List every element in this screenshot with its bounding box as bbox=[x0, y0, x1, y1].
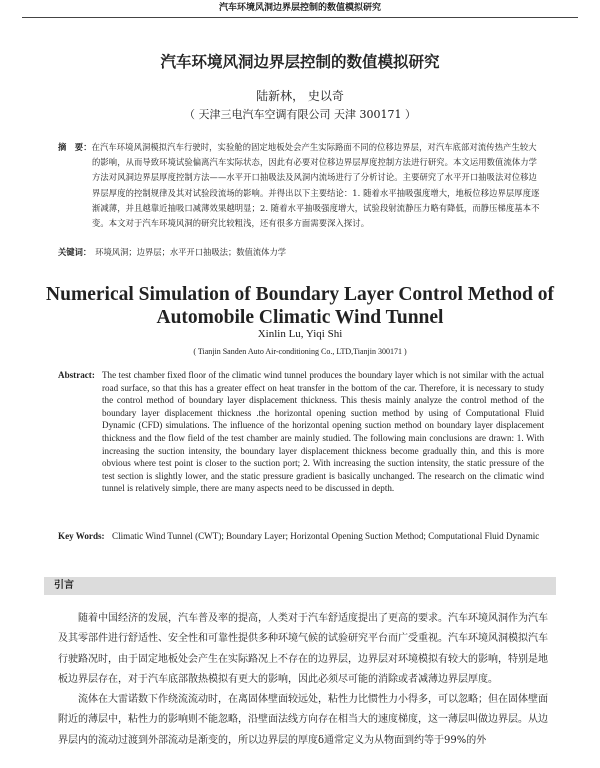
english-keywords-text: Climatic Wind Tunnel (CWT); Boundary Layer; Horizontal Opening Suction Method; Computational Fluid Dynamic bbox=[112, 531, 540, 541]
body-paragraph-1: 随着中国经济的发展，汽车普及率的提高，人类对于汽车舒适度提出了更高的要求。汽车环境风洞作为汽车及其零部件进行舒适性、安全性和可靠性提供多种环境气候的试验研究平台而广受重视。汽车环境风洞模拟汽车行驶路况时，由于固定地板处会产生在实际路况上不存在的边界层，边界层对环境模拟有较大的影响，特别是地板边界层存在，对于汽车底部散热模拟有更大的影响，因此必须尽可能的消除或者减薄边界层厚度。 bbox=[58, 613, 548, 685]
chinese-affiliation: （ 天津三电汽车空调有限公司 天津 300171 ） bbox=[184, 108, 416, 121]
english-keywords bbox=[58, 530, 544, 543]
section-heading: 引言 bbox=[54, 580, 74, 591]
chinese-authors: 陆新林， 史以奇 bbox=[256, 89, 344, 103]
chinese-keywords-label: 关键词： bbox=[58, 247, 92, 257]
section-heading-bar bbox=[44, 577, 556, 595]
chinese-title: 汽车环境风洞边界层控制的数值模拟研究 bbox=[160, 53, 440, 71]
body-text bbox=[58, 609, 548, 751]
body-paragraph-2: 流体在大雷诺数下作绕流流动时，在离固体壁面较远处，粘性力比惯性力小得多，可以忽略；但在固体壁面附近的薄层中，粘性力的影响则不能忽略，沿壁面法线方向存在相当大的速度梯度，这一薄层叫做边界层。从边界层内的流动过渡到外部流动是渐变的，所以边界层的厚度δ通常定义为从物面到约等于99%的外 bbox=[58, 694, 548, 746]
chinese-abstract-body bbox=[58, 140, 544, 231]
header-rule bbox=[22, 17, 578, 18]
english-keywords-label: Key Words: bbox=[58, 531, 105, 541]
english-title bbox=[0, 283, 600, 329]
english-authors: Xinlin Lu, Yiqi Shi bbox=[257, 328, 343, 340]
english-abstract-label: Abstract: bbox=[58, 370, 95, 380]
chinese-abstract-label: 摘 要： bbox=[58, 142, 92, 152]
running-head: 汽车环境风洞边界层控制的数值模拟研究 bbox=[218, 3, 381, 13]
chinese-keywords bbox=[58, 246, 286, 258]
english-affiliation: ( Tianjin Sanden Auto Air-conditioning Co., LTD,Tianjin 300171 ) bbox=[193, 347, 407, 356]
chinese-keywords-text: 环境风洞；边界层；水平开口抽吸法；数值流体力学 bbox=[95, 247, 287, 257]
chinese-abstract bbox=[58, 140, 544, 231]
chinese-abstract-text: 在汽车环境风洞模拟汽车行驶时，实验舱的固定地板处会产生实际路面不同的位移边界层，对汽车底部对流传热产生较大的影响，从而导致环境试验偏离汽车实际状态，因此有必要对位移边界层厚度控制方法进行研究。本文运用数值流体力学方法对风洞边界层厚度控制方法——水平开口抽吸法及风洞内流场进行了分析讨论。主要研究了水平开口抽吸法对位移边界层厚度的控制规律及其对试验段流场的影响。并得出以下主要结论：1. 随着水平抽吸强度增大，地板位移边界层厚度逐渐减薄，并且越靠近抽吸口减薄效果越明显；2. 随着水平抽吸强度增大，试验段射流静压力略有降低，而静压梯度基本不变。本文对于汽车环境风洞的研究比较粗浅，还有很多方面需要深入探讨。 bbox=[91, 142, 540, 229]
english-title-line-1: Numerical Simulation of Boundary Layer Control Method of bbox=[46, 284, 554, 305]
english-title-line-2: Automobile Climatic Wind Tunnel bbox=[156, 307, 444, 328]
english-abstract-text: The test chamber fixed floor of the climatic wind tunnel produces the boundary layer which is not similar with the actual road surface, so that this has a greater effect on heat transfer in the bottom of the car. Therefore, it is necessary to study the control method of boundary layer displacement thickness. This thesis mainly analyze the control method of the boundary layer displacement thickness .the horizontal opening suction method by using of Computational Fluid Dynamic (CFD) simulations. The influence of the horizontal opening suction method on boundary layer displacement thickness and the flow field of the test chamber are mainly studied. The following main conclusions are drawn: 1. With increasing the suction intensity, the boundary layer displacement thickness become gradually thin, and this is more obvious where test point is closer to the suction port; 2. With increasing the suction intensity, the static pressure of the test section is slightly lower, and the static pressure gradient is basically unchanged. The research on the climatic wind tunnel is relatively simple, there are many aspects need to be discussed in depth. bbox=[102, 370, 544, 494]
english-abstract bbox=[58, 369, 544, 495]
